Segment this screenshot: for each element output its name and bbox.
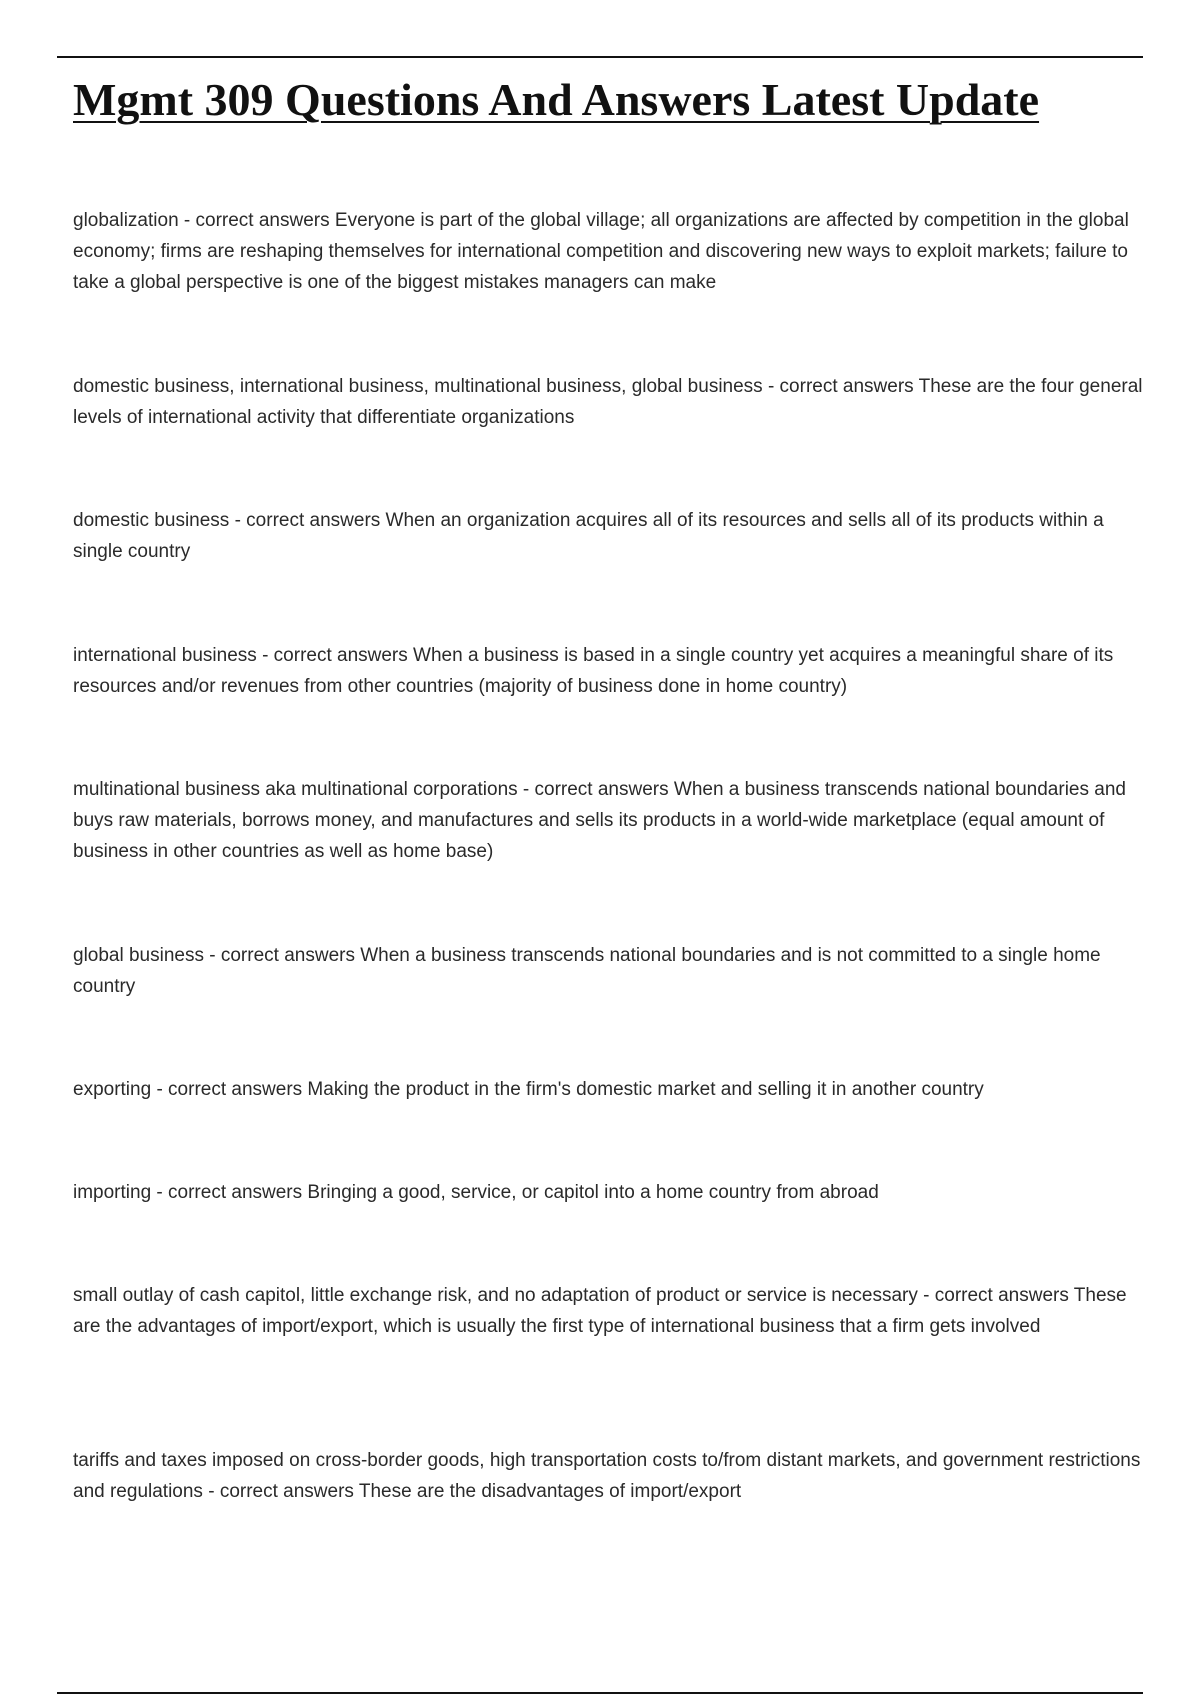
qa-entry-international-business: international business - correct answers When a business is based in a single country yet acquires a meaningful share of its resources and/or revenues from other countries (majority of business done in home country): [73, 645, 1114, 697]
qa-entry-exporting: exporting - correct answers Making the product in the firm's domestic market and selling it in another country: [73, 1079, 984, 1100]
qa-entry-importing: importing - correct answers Bringing a good, service, or capitol into a home country from abroad: [73, 1182, 879, 1203]
qa-entry-multinational-business: multinational business aka multinational corporations - correct answers When a business transcends national boundaries and buys raw materials, borrows money, and manufactures and sells its products in a world-wide marketplace (equal amount of business in other countries as well as home base): [73, 779, 1126, 862]
top-rule: [57, 56, 1143, 58]
qa-entry-domestic-business: domestic business - correct answers When an organization acquires all of its resources and sells all of its products within a single country: [73, 510, 1104, 562]
qa-entry-globalization: globalization - correct answers Everyone is part of the global village; all organizations are affected by competition in the global economy; firms are reshaping themselves for international competition and discovering new ways to exploit markets; failure to take a global perspective is one of the biggest mistakes managers can make: [73, 210, 1129, 293]
page-title: Mgmt 309 Questions And Answers Latest Update: [73, 74, 1040, 125]
qa-entry-global-business: global business - correct answers When a business transcends national boundaries and is not committed to a single home country: [73, 945, 1101, 997]
qa-entry-import-export-advantages: small outlay of cash capitol, little exchange risk, and no adaptation of product or service is necessary - correct answers These are the advantages of import/export, which is usually the first type of international business that a firm gets involved: [73, 1285, 1127, 1337]
bottom-rule: [57, 1692, 1143, 1694]
qa-entry-import-export-disadvantages: tariffs and taxes imposed on cross-border goods, high transportation costs to/from distant markets, and government restrictions and regulations - correct answers These are the disadvantages of import/export: [73, 1450, 1141, 1502]
qa-entry-levels-of-business: domestic business, international business, multinational business, global business - correct answers These are the four general levels of international activity that differentiate organizations: [73, 376, 1143, 428]
